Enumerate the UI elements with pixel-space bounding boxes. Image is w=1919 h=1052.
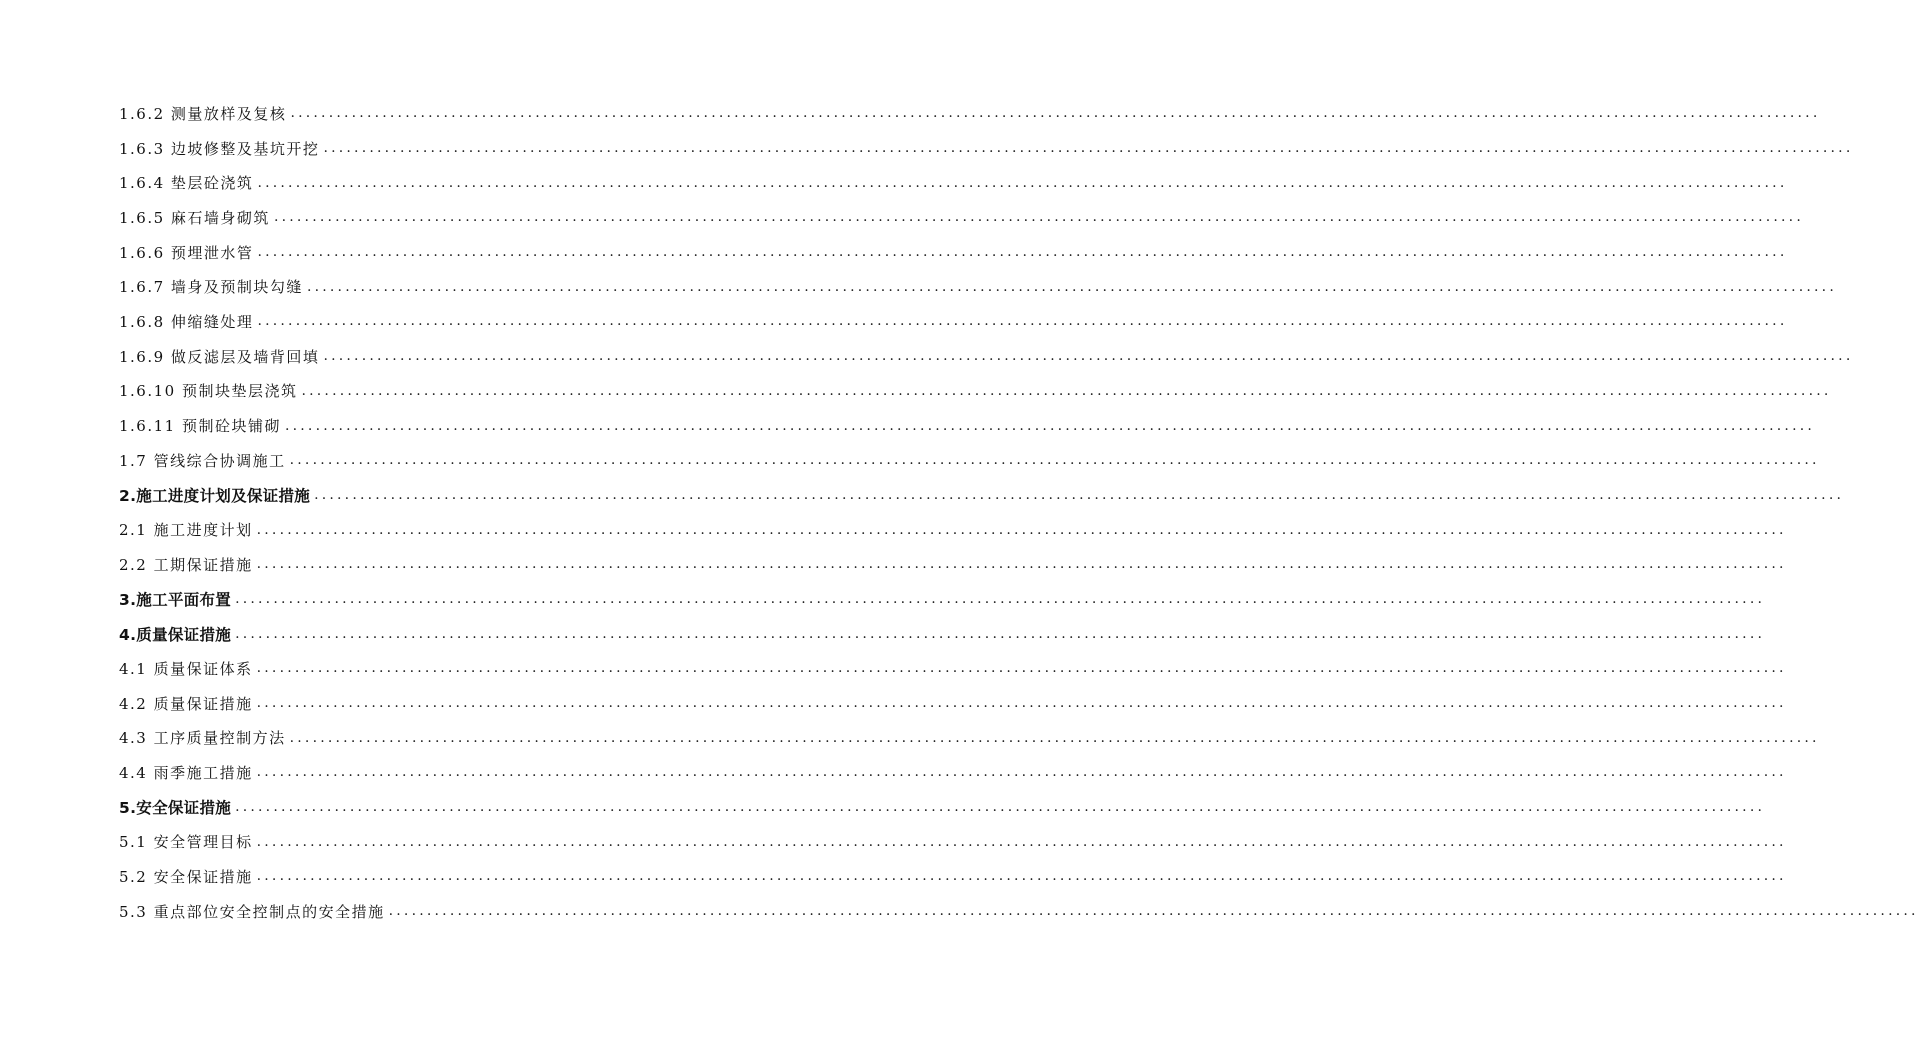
toc-dot-leader: ........................................................................................................................................................................................................: [301, 382, 1832, 399]
toc-entry[interactable]: [119, 96, 1821, 131]
toc-dot-leader: ........................................................................................................................................................................................................: [256, 556, 1787, 573]
toc-entry-title: 4.1 质量保证体系: [119, 659, 253, 678]
toc-entry-title: 1.6.7 墙身及预制块勾缝: [119, 278, 303, 297]
toc-entry[interactable]: [119, 200, 1804, 235]
toc-dot-leader: ........................................................................................................................................................................................................: [256, 764, 1787, 781]
toc-dot-leader: ........................................................................................................................................................................................................: [273, 209, 1804, 226]
toc-entry[interactable]: [119, 651, 1787, 686]
toc-entry-title: 1.6.4 垫层砼浇筑: [119, 174, 254, 193]
toc-entry-title: 1.6.6 预埋泄水管: [119, 243, 254, 262]
toc-entry-title: 2.2 工期保证措施: [119, 555, 253, 574]
toc-entry[interactable]: [119, 824, 1787, 859]
toc-entry[interactable]: [119, 269, 1837, 304]
toc-heading-entry[interactable]: [119, 790, 1766, 825]
toc-entry[interactable]: [119, 894, 1919, 929]
toc-dot-leader: ........................................................................................................................................................................................................: [257, 244, 1788, 261]
toc-entry[interactable]: [119, 686, 1787, 721]
toc-entry[interactable]: [119, 235, 1788, 270]
toc-entry[interactable]: [119, 304, 1788, 339]
toc-entry-title: 5.安全保证措施: [119, 799, 232, 818]
toc-heading-entry[interactable]: [119, 616, 1766, 651]
toc-entry-title: 4.4 雨季施工措施: [119, 763, 253, 782]
toc-entry[interactable]: [119, 408, 1816, 443]
toc-heading-entry[interactable]: [119, 478, 1845, 513]
toc-entry[interactable]: [119, 512, 1787, 547]
toc-entry[interactable]: [119, 547, 1787, 582]
toc-dot-leader: ........................................................................................................................................................................................................: [323, 140, 1854, 157]
toc-dot-leader: ........................................................................................................................................................................................................: [256, 695, 1787, 712]
toc-entry-title: 5.1 安全管理目标: [119, 833, 253, 852]
toc-entry-title: 5.2 安全保证措施: [119, 867, 253, 886]
toc-entry-title: 1.7 管线综合协调施工: [119, 451, 286, 470]
toc-dot-leader: ........................................................................................................................................................................................................: [257, 313, 1788, 330]
toc-entry[interactable]: [119, 131, 1854, 166]
toc-entry[interactable]: [119, 443, 1820, 478]
toc-entry-title: 1.6.3 边坡修整及基坑开挖: [119, 139, 320, 158]
toc-entry-title: 3.施工平面布置: [119, 590, 232, 609]
toc-entry-title: 1.6.2 测量放样及复核: [119, 104, 287, 123]
toc-entry-title: 4.2 质量保证措施: [119, 694, 253, 713]
toc-entry-title: 1.6.8 伸缩缝处理: [119, 312, 254, 331]
toc-entry[interactable]: [119, 165, 1788, 200]
toc-entry-title: 4.3 工序质量控制方法: [119, 729, 286, 748]
toc-entry-title: 1.6.9 做反滤层及墙背回填: [119, 347, 320, 366]
toc-entry-title: 5.3 重点部位安全控制点的安全措施: [119, 902, 385, 921]
toc-dot-leader: ........................................................................................................................................................................................................: [306, 278, 1837, 295]
toc-dot-leader: ........................................................................................................................................................................................................: [290, 105, 1821, 122]
toc-entry-title: 1.6.5 麻石墙身砌筑: [119, 208, 270, 227]
toc-dot-leader: ........................................................................................................................................................................................................: [284, 417, 1816, 434]
toc-dot-leader: ........................................................................................................................................................................................................: [257, 174, 1788, 191]
toc-entry[interactable]: [119, 859, 1787, 894]
toc-dot-leader: ........................................................................................................................................................................................................: [256, 521, 1787, 538]
toc-entry-title: 1.6.10 预制块垫层浇筑: [119, 382, 298, 401]
toc-dot-leader: ........................................................................................................................................................................................................: [388, 903, 1919, 920]
toc-entry[interactable]: [119, 755, 1787, 790]
toc-entry-title: 1.6.11 预制砼块铺砌: [119, 417, 281, 436]
toc-entry-title: 2.施工进度计划及保证措施: [119, 486, 311, 505]
toc-dot-leader: ........................................................................................................................................................................................................: [323, 348, 1854, 365]
toc-dot-leader: ........................................................................................................................................................................................................: [256, 660, 1787, 677]
toc-entry[interactable]: [119, 339, 1854, 374]
toc-dot-leader: ........................................................................................................................................................................................................: [289, 729, 1820, 746]
toc-dot-leader: ........................................................................................................................................................................................................: [235, 590, 1766, 607]
toc-dot-leader: ........................................................................................................................................................................................................: [235, 799, 1766, 816]
toc-dot-leader: ........................................................................................................................................................................................................: [289, 452, 1820, 469]
toc-dot-leader: ........................................................................................................................................................................................................: [256, 868, 1787, 885]
toc-entry-title: 2.1 施工进度计划: [119, 521, 253, 540]
table-of-contents: [119, 96, 1919, 929]
toc-entry[interactable]: [119, 720, 1820, 755]
toc-entry-title: 4.质量保证措施: [119, 625, 232, 644]
toc-dot-leader: ........................................................................................................................................................................................................: [256, 833, 1787, 850]
toc-dot-leader: ........................................................................................................................................................................................................: [235, 625, 1766, 642]
toc-heading-entry[interactable]: [119, 582, 1766, 617]
toc-entry[interactable]: [119, 374, 1832, 409]
toc-dot-leader: ........................................................................................................................................................................................................: [314, 486, 1845, 503]
